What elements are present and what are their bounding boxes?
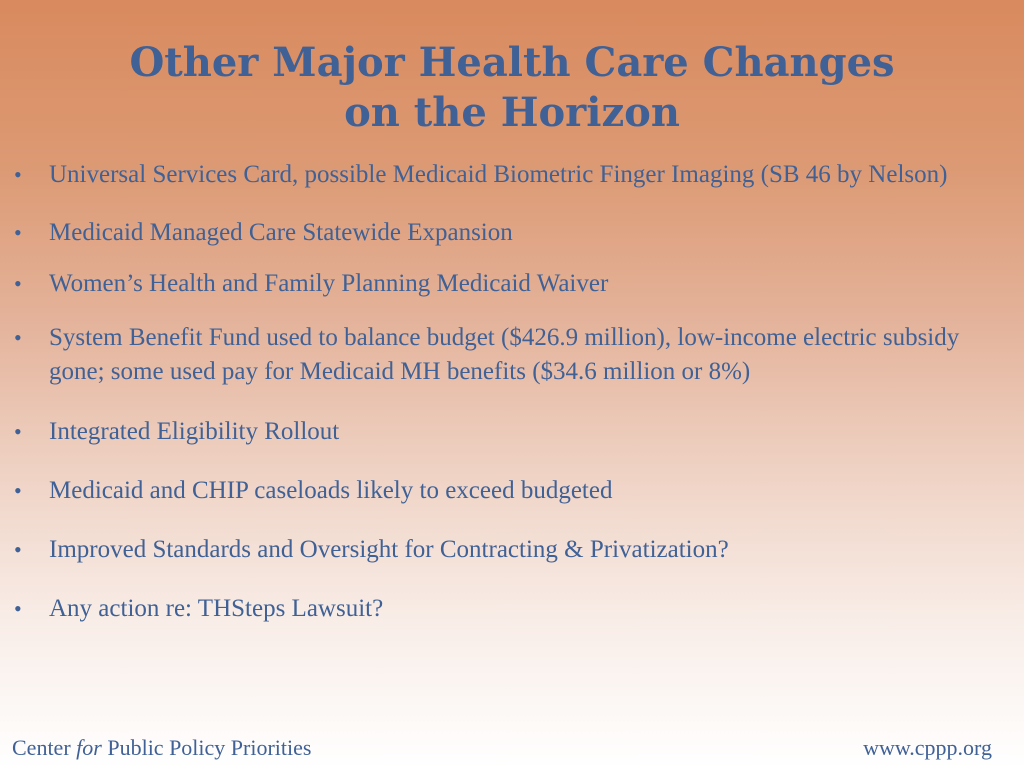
footer-organization — [12, 734, 311, 762]
slide-title — [0, 38, 1024, 138]
bullet-item — [14, 158, 1010, 192]
bullet-list — [14, 158, 1010, 626]
bullet-icon: • — [14, 596, 22, 621]
bullet-text: Any action re: THSteps Lawsuit? — [49, 595, 384, 622]
bullet-item — [14, 533, 1010, 567]
bullet-icon: • — [14, 220, 22, 245]
footer-url: www.cppp.org — [863, 735, 992, 760]
bullet-text: Medicaid and CHIP caseloads likely to exceed budgeted — [49, 477, 613, 504]
bullet-icon: • — [14, 537, 22, 562]
bullet-text: System Benefit Fund used to balance budget ($426.9 million), low-income electric subsidy gone; some used pay for Medicaid MH benefits ($34.6 million or 8%) — [49, 324, 960, 385]
footer-org-suffix: Public Policy Priorities — [107, 735, 312, 760]
slide-title-line-2: on the Horizon — [344, 89, 680, 136]
slide-title-line-1: Other Major Health Care Changes — [129, 39, 895, 86]
bullet-icon: • — [14, 478, 22, 503]
bullet-text: Integrated Eligibility Rollout — [49, 418, 340, 445]
bullet-icon: • — [14, 325, 22, 350]
bullet-item — [14, 474, 1010, 508]
footer-org-italic: for — [76, 735, 102, 760]
bullet-text: Medicaid Managed Care Statewide Expansion — [49, 219, 513, 246]
bullet-text: Improved Standards and Oversight for Contracting & Privatization? — [49, 536, 729, 563]
bullet-icon: • — [14, 271, 22, 296]
bullet-text: Universal Services Card, possible Medicaid Biometric Finger Imaging (SB 46 by Nelson) — [49, 161, 948, 188]
bullet-text: Women’s Health and Family Planning Medicaid Waiver — [49, 270, 609, 297]
bullet-item — [14, 592, 1010, 626]
footer-org-prefix: Center — [12, 735, 71, 760]
bullet-item — [14, 216, 1010, 250]
bullet-icon: • — [14, 419, 22, 444]
bullet-item — [14, 415, 1010, 449]
bullet-item — [14, 321, 1010, 389]
bullet-item — [14, 267, 1010, 301]
bullet-icon: • — [14, 162, 22, 187]
